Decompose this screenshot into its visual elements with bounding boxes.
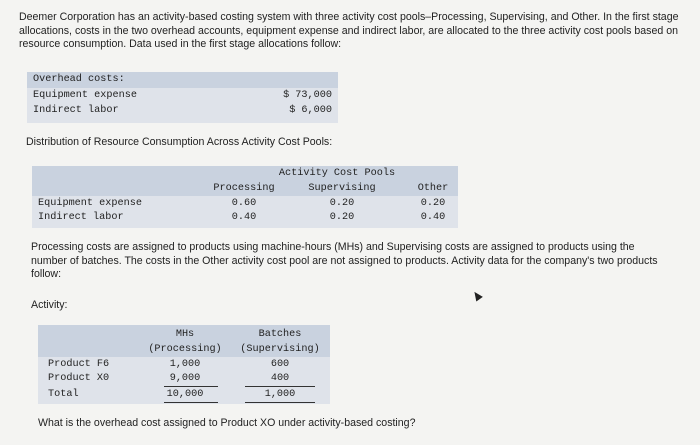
activity-cell-mhs: 9,000 xyxy=(169,373,201,384)
overhead-title: Overhead costs: xyxy=(33,74,125,85)
activity-total-label: Total xyxy=(48,389,79,400)
distribution-cell: 0.40 xyxy=(420,212,446,223)
subtotal-rule xyxy=(164,386,218,387)
column-header-batches-sub: (Supervising) xyxy=(240,344,320,355)
column-header-other: Other xyxy=(417,183,449,194)
activity-cell-mhs: 1,000 xyxy=(169,359,201,370)
overhead-row-value: $ 6,000 xyxy=(289,105,332,116)
distribution-row-label: Indirect labor xyxy=(38,212,124,223)
column-header-supervising: Supervising xyxy=(308,183,376,194)
distribution-cell: 0.60 xyxy=(231,198,257,209)
activity-total-batches: 1,000 xyxy=(264,389,296,400)
activity-row-label: Product F6 xyxy=(48,359,110,370)
activity-cell-batches: 600 xyxy=(270,359,290,370)
distribution-cell: 0.20 xyxy=(420,198,446,209)
column-header-processing: Processing xyxy=(213,183,275,194)
column-header-mhs-sub: (Processing) xyxy=(148,344,222,355)
activity-cell-batches: 400 xyxy=(270,373,290,384)
activity-label: Activity: xyxy=(31,299,68,311)
distribution-cell: 0.40 xyxy=(231,212,257,223)
distribution-row-label: Equipment expense xyxy=(38,198,142,209)
column-header-mhs: MHs xyxy=(175,329,195,340)
total-double-rule xyxy=(164,402,218,403)
question-text: What is the overhead cost assigned to Product XO under activity-based costing? xyxy=(38,417,416,429)
activity-row-label: Product X0 xyxy=(48,373,110,384)
distribution-cell: 0.20 xyxy=(329,212,355,223)
distribution-cell: 0.20 xyxy=(329,198,355,209)
subtotal-rule xyxy=(245,386,315,387)
column-header-batches: Batches xyxy=(258,329,302,340)
processing-paragraph: Processing costs are assigned to products using machine-hours (MHs) and Supervising costs are assigned to products using the number of batches. The costs in the Other activity cost pool are not assigned to products. Activity data for the company's two products follow: xyxy=(31,241,658,281)
overhead-row-value: $ 73,000 xyxy=(283,90,332,101)
intro-paragraph: Deemer Corporation has an activity-based costing system with three activity cost pools–Processing, Supervising, and Other. In the first stage allocations, costs in the two overhead accounts, equipment expense and indirect labor, are allocated to the three activity cost pools based on resource consumption. Data used in the first stage allocations follow: xyxy=(19,11,679,51)
mouse-cursor-icon xyxy=(471,290,483,302)
activity-total-mhs: 10,000 xyxy=(166,389,204,400)
distribution-label: Distribution of Resource Consumption Across Activity Cost Pools: xyxy=(26,136,333,148)
overhead-row-label: Indirect labor xyxy=(33,105,119,116)
total-double-rule xyxy=(245,402,315,403)
overhead-row-label: Equipment expense xyxy=(33,90,137,101)
activity-cost-pools-header: Activity Cost Pools xyxy=(278,168,396,179)
